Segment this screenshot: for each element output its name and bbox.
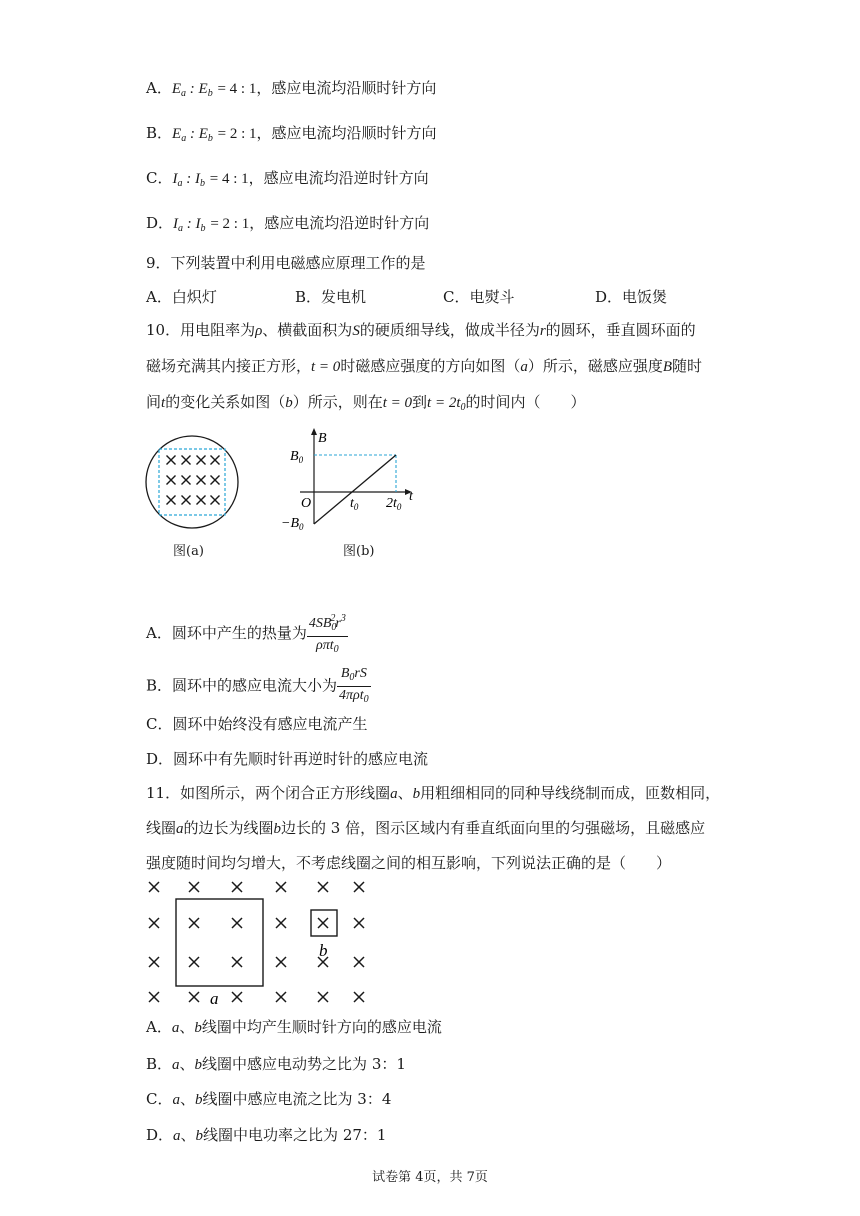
- field-cross-icon: [276, 992, 286, 1002]
- q11-stem-line1: 11．如图所示，两个闭合正方形线圈a、b用粗细相同的同种导线绕制而成，匝数相同，: [146, 784, 721, 802]
- q11-option-c: C．a、b线圈中感应电流之比为 3：4: [146, 1090, 392, 1108]
- q9-option-b: B．发电机: [295, 288, 367, 306]
- field-cross-icon: [197, 456, 206, 465]
- graph-label-b: B: [318, 431, 327, 446]
- q10-figure-b-graph: [280, 424, 430, 534]
- field-cross-icon: [211, 476, 220, 485]
- q11-stem-line2: 线圈a的边长为线圈b边长的 3 倍，图示区域内有垂直纸面向里的匀强磁场，且磁感应: [146, 819, 706, 837]
- field-cross-icon: [354, 957, 364, 967]
- q9-option-d: D．电饭煲: [595, 288, 668, 306]
- field-cross-icon: [167, 496, 176, 505]
- q10-option-d: D．圆环中有先顺时针再逆时针的感应电流: [146, 750, 429, 768]
- q11-option-d: D．a、b线圈中电功率之比为 27：1: [146, 1126, 387, 1144]
- q10-figure-a-caption: 图(a): [173, 544, 204, 559]
- field-cross-icon: [149, 918, 159, 928]
- field-cross-icon: [197, 496, 206, 505]
- field-cross-icon: [189, 918, 199, 928]
- q10-option-b: B．圆环中的感应电流大小为 $\frac{B_0rS}{4\pi\rho t_0}$: [146, 666, 369, 705]
- q11-option-b: B．a、b线圈中感应电动势之比为 3：1: [146, 1055, 406, 1073]
- q10-option-a: A．圆环中产生的热量为 $\frac{4SB_0^2r^3}{\rho\pi t_0}$: [146, 610, 348, 658]
- q9-option-c: C．电熨斗: [443, 288, 515, 306]
- q9-option-a: A．白炽灯: [146, 288, 217, 306]
- coil-a-label: a: [210, 989, 219, 1008]
- field-cross-icon: [318, 918, 328, 928]
- field-cross-icon: [189, 882, 199, 892]
- field-cross-icon: [211, 496, 220, 505]
- q10-figure-b-caption: 图(b): [343, 544, 375, 559]
- graph-label-t0: $t_0$: [350, 496, 359, 512]
- field-cross-icon: [189, 992, 199, 1002]
- q10-stem-line1: 10．用电阻率为ρ、横截面积为S的硬质细导线，做成半径为r的圆环，垂直圆环面的: [146, 321, 696, 339]
- graph-label-b0: $B_0$: [290, 449, 304, 465]
- q8-option-c: C．$I_a$ : $I_b = 4$ : 1，感应电流均沿逆时针方向: [146, 169, 429, 189]
- field-cross-icon: [197, 476, 206, 485]
- coil-a: [176, 899, 263, 986]
- field-cross-icon: [167, 456, 176, 465]
- field-cross-icon: [149, 992, 159, 1002]
- field-cross-icon: [232, 918, 242, 928]
- page-footer: 试卷第 4页，共 7页: [372, 1170, 488, 1185]
- q10-stem-line3: 间t的变化关系如图（b）所示，则在t = 0到$t = 2t_0$的时间内（ ）: [146, 393, 586, 413]
- field-cross-icon: [182, 476, 191, 485]
- q11-stem-line3: 强度随时间均匀增大，不考虑线圈之间的相互影响，下列说法正确的是（ ）: [146, 854, 672, 872]
- field-cross-icon: [232, 957, 242, 967]
- graph-label-neg-b0: $-B_0$: [281, 516, 304, 532]
- field-cross-icon: [354, 918, 364, 928]
- graph-label-t-axis: t: [409, 489, 413, 504]
- coil-b-label: b: [319, 941, 328, 960]
- q10-figure-a: [144, 430, 244, 534]
- field-cross-icon: [354, 882, 364, 892]
- field-cross-icon: [276, 918, 286, 928]
- field-cross-icon: [182, 496, 191, 505]
- q9-stem: 9．下列装置中利用电磁感应原理工作的是: [146, 254, 426, 272]
- field-cross-icon: [354, 992, 364, 1002]
- field-cross-icon: [149, 957, 159, 967]
- graph-label-2t0: $2t_0$: [386, 496, 402, 512]
- q8-option-b: B．$E_a$ : $E_b = 2$ : 1，感应电流均沿顺时针方向: [146, 124, 437, 144]
- field-cross-icon: [276, 882, 286, 892]
- field-cross-icon: [318, 992, 328, 1002]
- q10-option-c: C．圆环中始终没有感应电流产生: [146, 715, 368, 733]
- q8-option-d: D．$I_a$ : $I_b = 2$ : 1，感应电流均沿逆时针方向: [146, 214, 430, 234]
- q11-option-a: A．a、b线圈中均产生顺时针方向的感应电流: [146, 1018, 442, 1036]
- q8-option-a: A．$E_a$ : $E_b = 4$ : 1，感应电流均沿顺时针方向: [146, 79, 437, 99]
- field-cross-icon: [189, 957, 199, 967]
- field-cross-icon: [232, 882, 242, 892]
- field-cross-icon: [276, 957, 286, 967]
- field-cross-icon: [211, 456, 220, 465]
- graph-label-origin: O: [301, 496, 312, 511]
- field-cross-icon: [182, 456, 191, 465]
- field-cross-icon: [318, 882, 328, 892]
- q10-stem-line2: 磁场充满其内接正方形，t = 0时磁感应强度的方向如图（a）所示，磁感应强度B随时: [146, 357, 703, 375]
- field-cross-icon: [167, 476, 176, 485]
- q11-figure: [140, 876, 380, 1012]
- field-cross-icon: [149, 882, 159, 892]
- field-cross-icon: [232, 992, 242, 1002]
